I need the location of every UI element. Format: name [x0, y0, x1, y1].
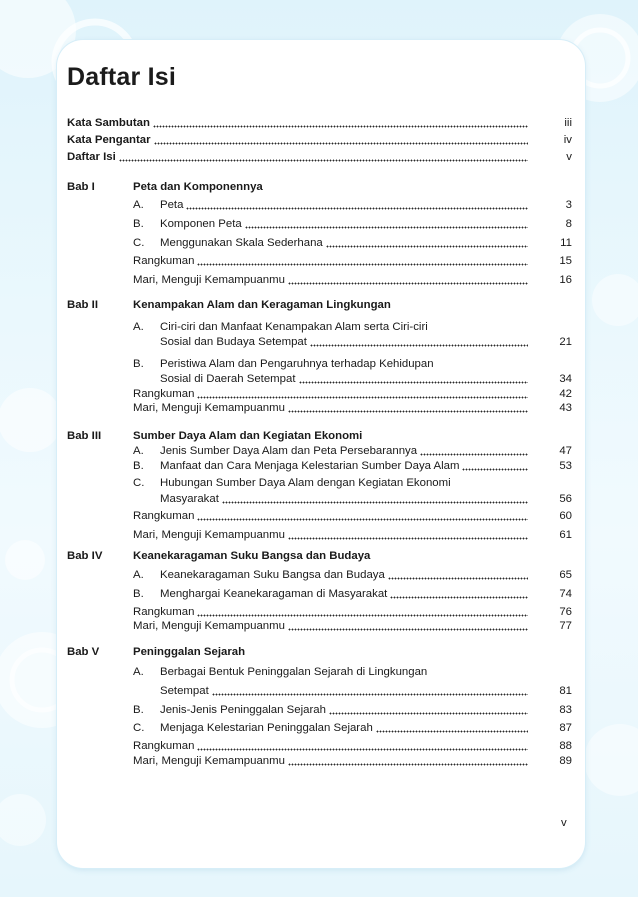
- entry-title: Manfaat dan Cara Menjaga Kelestarian Sumber Daya Alam: [160, 460, 460, 472]
- entry-page-number: 83: [559, 704, 572, 716]
- entry-page-number: 8: [565, 218, 572, 230]
- entry-page-number: 87: [559, 722, 572, 734]
- entry-title: Menjaga Kelestarian Peninggalan Sejarah: [160, 722, 373, 734]
- leader-dots: [288, 282, 528, 285]
- entry-title-line1: Peristiwa Alam dan Pengaruhnya terhadap Kehidupan: [160, 358, 434, 370]
- toc-entry[interactable]: [0, 740, 638, 753]
- leader-dots: [390, 596, 528, 599]
- toc-entry[interactable]: [0, 151, 638, 164]
- entry-page-number: 61: [559, 529, 572, 541]
- toc-entry[interactable]: [0, 685, 638, 698]
- entry-page-number: 76: [559, 606, 572, 618]
- toc-entry[interactable]: [0, 510, 638, 523]
- toc-entry[interactable]: [0, 274, 638, 287]
- leader-dots: [310, 344, 528, 347]
- entry-letter: C.: [133, 477, 145, 489]
- toc-entry[interactable]: [0, 373, 638, 386]
- entry-page-number: 53: [559, 460, 572, 472]
- chapter-number: Bab I: [67, 181, 95, 193]
- toc-entry[interactable]: [0, 388, 638, 401]
- entry-page-number: 34: [559, 373, 572, 385]
- entry-title: Sosial dan Budaya Setempat: [160, 336, 307, 348]
- entry-page-number: 16: [559, 274, 572, 286]
- page-title: Daftar Isi: [67, 63, 176, 91]
- toc-entry[interactable]: [0, 588, 638, 601]
- chapter-title[interactable]: Kenampakan Alam dan Keragaman Lingkungan: [133, 299, 391, 311]
- toc-entry[interactable]: [0, 620, 638, 633]
- entry-title: Jenis Sumber Daya Alam dan Peta Persebarannya: [160, 445, 418, 457]
- entry-page-number: 56: [559, 493, 572, 505]
- toc-entry[interactable]: [0, 117, 638, 130]
- entry-page-number: 21: [559, 336, 572, 348]
- entry-page-number: iii: [564, 117, 572, 129]
- entry-title: Setempat: [160, 685, 209, 697]
- entry-title: Daftar Isi: [67, 151, 116, 163]
- leader-dots: [154, 142, 528, 145]
- entry-title: Masyarakat: [160, 493, 219, 505]
- entry-title: Mari, Menguji Kemampuanmu: [133, 620, 285, 632]
- chapter-title[interactable]: Peta dan Komponennya: [133, 181, 263, 193]
- entry-title: Komponen Peta: [160, 218, 242, 230]
- chapter-number: Bab IV: [67, 550, 103, 562]
- leader-dots: [462, 468, 528, 471]
- entry-letter: C.: [133, 237, 145, 249]
- entry-page-number: 15: [559, 255, 572, 267]
- chapter-number: Bab III: [67, 430, 102, 442]
- leader-dots: [326, 245, 528, 248]
- entry-title-line1: Hubungan Sumber Daya Alam dengan Kegiatan Ekonomi: [160, 477, 451, 489]
- entry-page-number: 47: [559, 445, 572, 457]
- chapter-title[interactable]: Keanekaragaman Suku Bangsa dan Budaya: [133, 550, 371, 562]
- entry-page-number: 74: [559, 588, 572, 600]
- entry-letter: A.: [133, 666, 144, 678]
- entry-title: Peta: [160, 199, 184, 211]
- entry-letter: C.: [133, 722, 145, 734]
- entry-letter: B.: [133, 218, 144, 230]
- entry-title: Rangkuman: [133, 255, 195, 267]
- entry-title-line1: Ciri-ciri dan Manfaat Kenampakan Alam serta Ciri-ciri: [160, 321, 428, 333]
- toc-entry[interactable]: [0, 755, 638, 768]
- entry-title: Menghargai Keanekaragaman di Masyarakat: [160, 588, 388, 600]
- leader-dots: [197, 614, 528, 617]
- entry-page-number: 42: [559, 388, 572, 400]
- entry-title: Kata Pengantar: [67, 134, 151, 146]
- leader-dots: [288, 410, 528, 413]
- leader-dots: [299, 381, 529, 384]
- entry-title: Mari, Menguji Kemampuanmu: [133, 755, 285, 767]
- toc-entry[interactable]: [0, 336, 638, 349]
- entry-title: Mari, Menguji Kemampuanmu: [133, 274, 285, 286]
- toc-entry[interactable]: [0, 199, 638, 212]
- leader-dots: [245, 226, 528, 229]
- leader-dots: [197, 263, 528, 266]
- entry-letter: A.: [133, 199, 144, 211]
- toc-entry[interactable]: [0, 606, 638, 619]
- chapter-title[interactable]: Peninggalan Sejarah: [133, 646, 246, 658]
- entry-letter: B.: [133, 358, 144, 370]
- entry-letter: B.: [133, 460, 144, 472]
- entry-page-number: 81: [559, 685, 572, 697]
- entry-title: Rangkuman: [133, 740, 195, 752]
- entry-page-number: 43: [559, 402, 572, 414]
- toc-entry[interactable]: [0, 218, 638, 231]
- toc-entry[interactable]: [0, 237, 638, 250]
- entry-title: Keanekaragaman Suku Bangsa dan Budaya: [160, 569, 385, 581]
- entry-title: Menggunakan Skala Sederhana: [160, 237, 323, 249]
- toc-entry[interactable]: [0, 460, 638, 473]
- leader-dots: [329, 712, 528, 715]
- leader-dots: [197, 396, 528, 399]
- toc-entry[interactable]: [0, 722, 638, 735]
- entry-page-number: v: [566, 151, 572, 163]
- toc-entry[interactable]: [0, 134, 638, 147]
- entry-title: Jenis-Jenis Peninggalan Sejarah: [160, 704, 326, 716]
- entry-page-number: 77: [559, 620, 572, 632]
- leader-dots: [119, 159, 528, 162]
- entry-letter: A.: [133, 321, 144, 333]
- entry-title: Sosial di Daerah Setempat: [160, 373, 296, 385]
- entry-page-number: iv: [563, 134, 572, 146]
- leader-dots: [376, 730, 528, 733]
- chapter-title[interactable]: Sumber Daya Alam dan Kegiatan Ekonomi: [133, 430, 363, 442]
- entry-letter: B.: [133, 588, 144, 600]
- leader-dots: [288, 628, 528, 631]
- entry-title: Mari, Menguji Kemampuanmu: [133, 402, 285, 414]
- entry-letter: A.: [133, 445, 144, 457]
- entry-title: Kata Sambutan: [67, 117, 150, 129]
- chapter-number: Bab V: [67, 646, 100, 658]
- toc-entry[interactable]: [0, 445, 638, 458]
- chapter-number: Bab II: [67, 299, 99, 311]
- toc-entry[interactable]: [0, 255, 638, 268]
- leader-dots: [222, 501, 528, 504]
- entry-page-number: 65: [559, 569, 572, 581]
- entry-title: Rangkuman: [133, 510, 195, 522]
- leader-dots: [388, 577, 528, 580]
- entry-title: Rangkuman: [133, 388, 195, 400]
- entry-title: Mari, Menguji Kemampuanmu: [133, 529, 285, 541]
- entry-letter: B.: [133, 704, 144, 716]
- leader-dots: [153, 125, 528, 128]
- toc-entry[interactable]: [0, 704, 638, 717]
- entry-page-number: 3: [565, 199, 572, 211]
- entry-title: Rangkuman: [133, 606, 195, 618]
- toc-entry[interactable]: [0, 529, 638, 542]
- leader-dots: [186, 207, 528, 210]
- entry-page-number: 89: [559, 755, 572, 767]
- leader-dots: [288, 763, 528, 766]
- toc-entry[interactable]: [0, 569, 638, 582]
- leader-dots: [212, 693, 528, 696]
- leader-dots: [288, 537, 528, 540]
- entry-letter: A.: [133, 569, 144, 581]
- leader-dots: [197, 748, 528, 751]
- leader-dots: [420, 453, 528, 456]
- toc-entry[interactable]: [0, 493, 638, 506]
- page-number: v: [561, 817, 567, 829]
- entry-page-number: 60: [559, 510, 572, 522]
- toc-entry[interactable]: [0, 402, 638, 415]
- entry-title-line1: Berbagai Bentuk Peninggalan Sejarah di Lingkungan: [160, 666, 428, 678]
- entry-page-number: 11: [560, 237, 572, 249]
- entry-page-number: 88: [559, 740, 572, 752]
- leader-dots: [197, 518, 528, 521]
